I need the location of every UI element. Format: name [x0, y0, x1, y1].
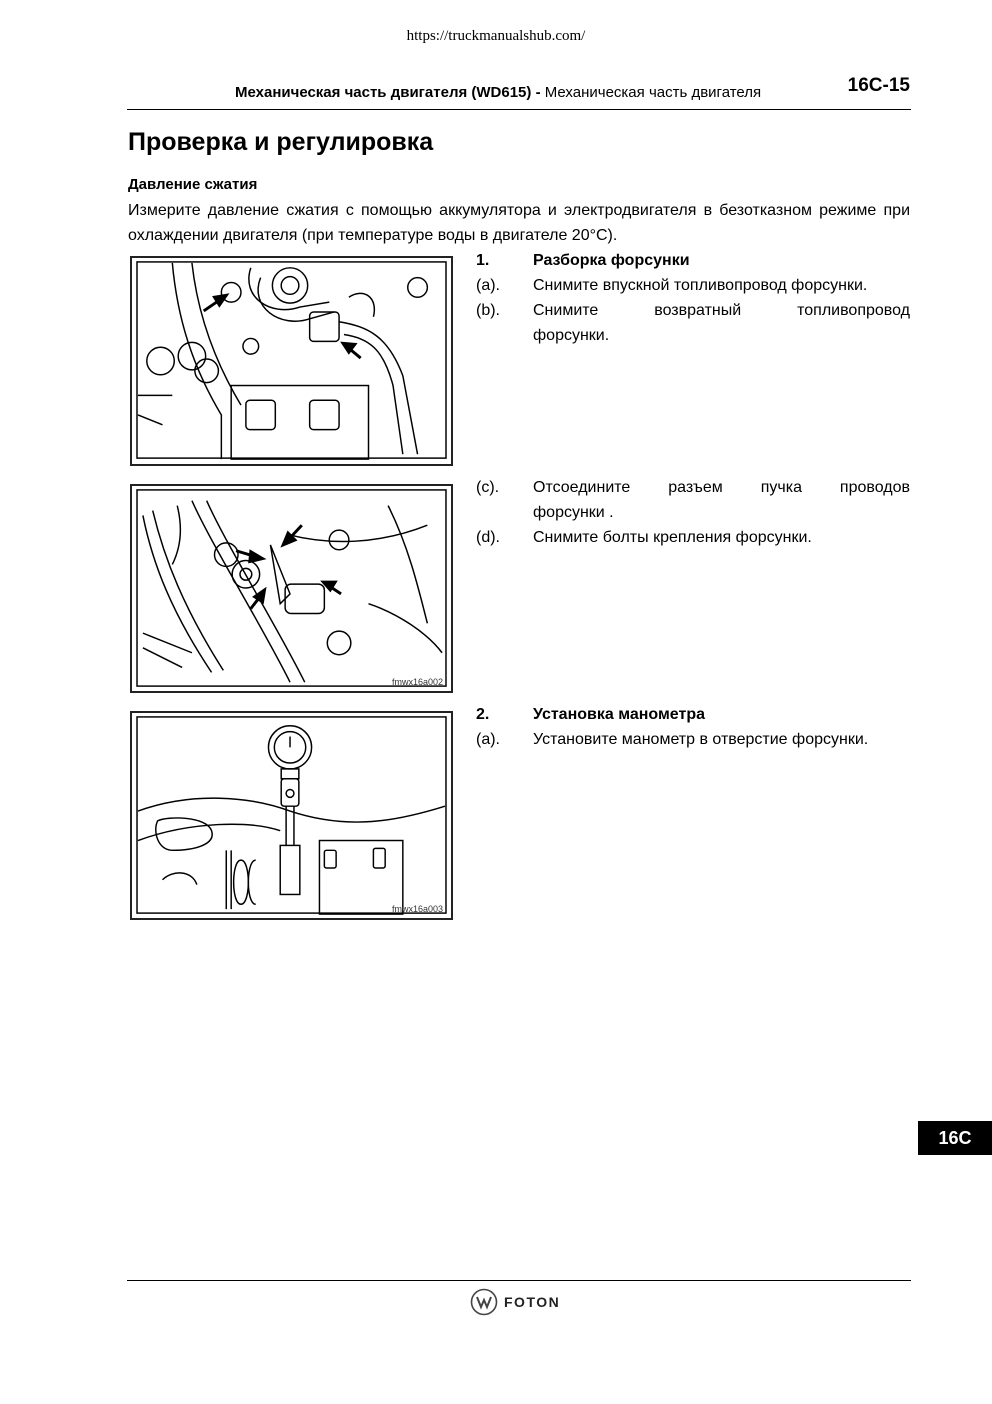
header-normal: Механическая часть двигателя: [544, 84, 762, 101]
step-1: [476, 248, 910, 348]
section-tab: 16С: [918, 1121, 992, 1155]
page-title: Проверка и регулировка: [128, 128, 434, 156]
substep-number: (a).: [476, 277, 500, 294]
header-bold: Механическая часть двигателя (WD615): [235, 84, 532, 101]
substep-text: Отсоедините разъем пучка проводов: [533, 479, 910, 496]
substep-text-cont: форсунки .: [533, 504, 614, 521]
source-url[interactable]: https://truckmanualshub.com/: [406, 28, 586, 44]
substep-text: Снимите возвратный топливопровод: [533, 302, 910, 319]
substep-text-cont: форсунки.: [533, 327, 610, 344]
step-number: 1.: [476, 252, 490, 269]
substep-number: (a).: [476, 731, 500, 748]
substep-text: Снимите болты крепления форсунки.: [533, 529, 812, 546]
substep-number: (b).: [476, 302, 500, 319]
footer-rule: [127, 1280, 911, 1281]
substep-text: Установите манометр в отверстие форсунки.: [533, 731, 869, 748]
section-subhead: Давление сжатия: [128, 176, 258, 193]
page-number: 16С-15: [847, 75, 910, 96]
foton-logo-icon: [470, 1288, 498, 1316]
substep-text: Снимите впускной топливопровод форсунки.: [533, 277, 868, 294]
figure-injector-bolts: [130, 484, 453, 693]
engine-illustration-1: [132, 258, 451, 464]
figure-code: fmwx16a003: [391, 904, 443, 914]
running-header: [235, 84, 761, 101]
figure-injector-fuel-lines: [130, 256, 453, 466]
engine-illustration-2: [132, 486, 451, 691]
logo-text: FOTON: [504, 1294, 561, 1310]
step-number: 2.: [476, 706, 490, 723]
engine-illustration-3: [132, 713, 451, 918]
foton-logo: [470, 1288, 560, 1316]
substep-number: (c).: [476, 479, 500, 496]
figure-pressure-gauge: [130, 711, 453, 920]
intro-paragraph: Измерите давление сжатия с помощью аккумулятора и электродвигателя в безотказном режиме при охлаждении двигателя (при температуре воды в двигателе 20°С).: [128, 202, 910, 244]
step-1-continued: [476, 475, 910, 550]
step-title: Установка манометра: [533, 706, 705, 723]
header-rule: [127, 109, 911, 110]
step-title: Разборка форсунки: [533, 252, 690, 269]
header-separator: -: [531, 84, 545, 101]
figure-code: fmwx16a002: [391, 677, 443, 687]
step-2: [476, 702, 910, 752]
substep-number: (d).: [476, 529, 500, 546]
